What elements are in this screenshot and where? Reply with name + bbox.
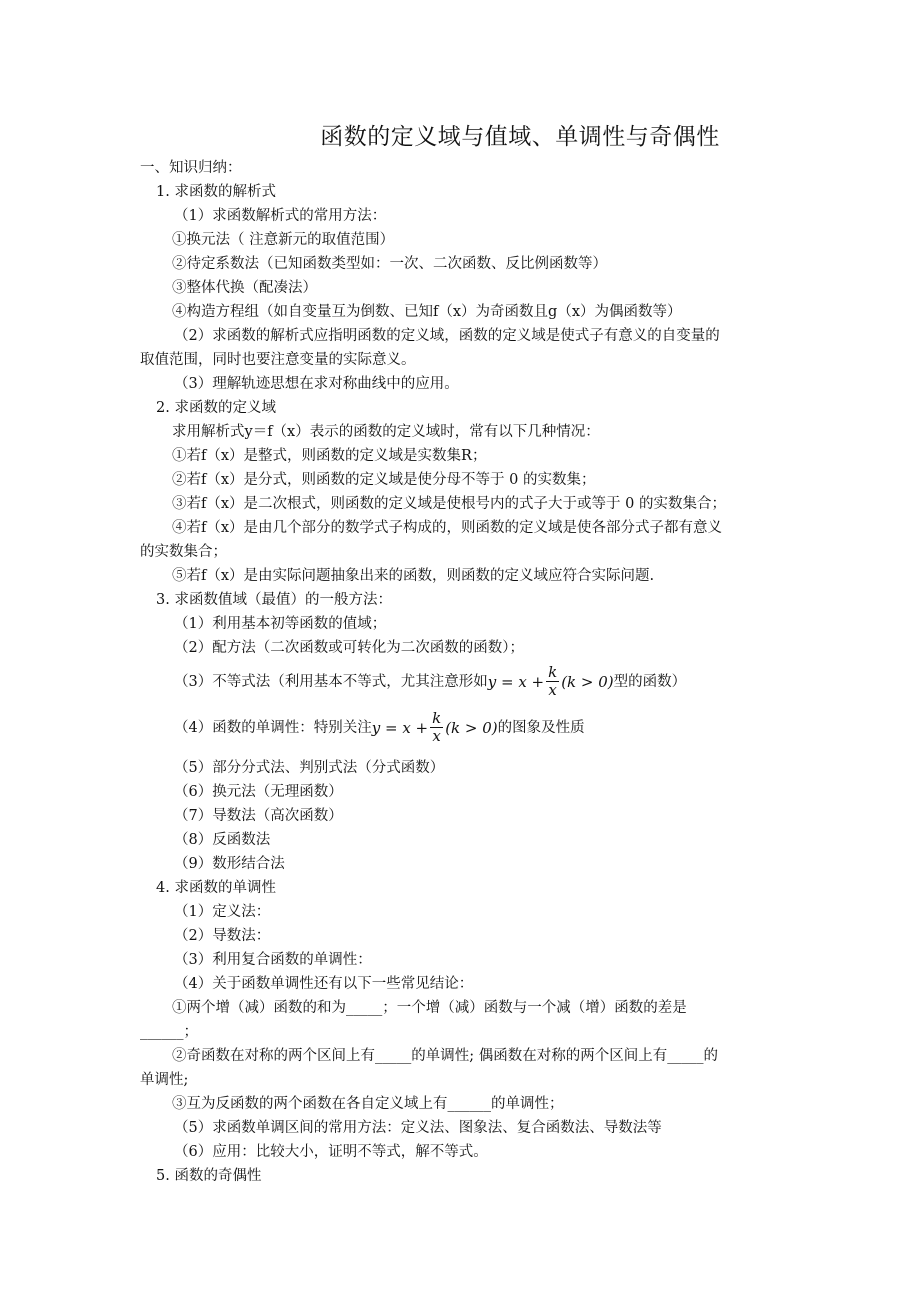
text-line: （6）换元法（无理函数）	[174, 784, 343, 800]
fraction-denominator: x	[548, 681, 557, 699]
formula-lhs: y = x +	[487, 672, 545, 691]
text-line: （1）求函数解析式的常用方法：	[174, 208, 387, 224]
text-line: （6）应用：比较大小，证明不等式，解不等式。	[174, 1144, 488, 1160]
text-line: （9）数形结合法	[174, 856, 285, 872]
page-title: 函数的定义域与值域、单调性与奇偶性	[320, 124, 720, 150]
text-line: 单调性;	[140, 1072, 189, 1088]
text-line: ②奇函数在对称的两个区间上有_____的单调性; 偶函数在对称的两个区间上有_____的	[172, 1048, 718, 1064]
fraction-k-over-x	[546, 664, 559, 699]
text-line: ②若f（x）是分式，则函数的定义域是使分母不等于 0 的实数集；	[172, 472, 596, 488]
formula-suffix: 型的函数）	[613, 673, 687, 690]
text-line: （1）定义法：	[174, 904, 271, 920]
text-line: 5. 函数的奇偶性	[156, 1168, 262, 1184]
formula-condition: (k > 0)	[561, 672, 614, 691]
fraction-numerator: k	[432, 709, 442, 727]
text-line: ①若f（x）是整式，则函数的定义域是实数集R；	[172, 448, 487, 464]
formula-condition: (k > 0)	[445, 718, 498, 737]
text-line: （3）理解轨迹思想在求对称曲线中的应用。	[174, 376, 459, 392]
text-line: （1）利用基本初等函数的值域；	[174, 616, 387, 632]
formula-line-monotonic	[174, 710, 585, 745]
text-line: ①换元法（ 注意新元的取值范围）	[172, 232, 395, 248]
text-line: （3）利用复合函数的单调性：	[174, 952, 372, 968]
formula-line-inequality	[174, 664, 686, 699]
formula-suffix: 的图象及性质	[497, 719, 585, 736]
text-line: （8）反函数法	[174, 832, 271, 848]
text-line: 的实数集合；	[140, 544, 227, 560]
text-line: ②待定系数法（已知函数类型如：一次、二次函数、反比例函数等）	[172, 256, 607, 272]
text-line: ______；	[140, 1024, 198, 1040]
text-line: 取值范围，同时也要注意变量的实际意义。	[140, 352, 416, 368]
text-line: ④若f（x）是由几个部分的数学式子构成的，则函数的定义域是使各部分式子都有意义	[172, 520, 723, 536]
text-line: 1. 求函数的解析式	[156, 184, 276, 200]
text-line: （2）配方法（二次函数或可转化为二次函数的函数）；	[174, 640, 524, 656]
text-line: 求用解析式y＝f（x）表示的函数的定义域时，常有以下几种情况：	[172, 424, 600, 440]
text-line: ①两个增（减）函数的和为_____；一个增（减）函数与一个减（增）函数的差是	[172, 1000, 687, 1016]
text-line: 3. 求函数值域（最值）的一般方法：	[156, 592, 392, 608]
text-line: （2）求函数的解析式应指明函数的定义域，函数的定义域是使式子有意义的自变量的	[174, 328, 720, 344]
text-line: （2）导数法：	[174, 928, 271, 944]
fraction-denominator: x	[432, 727, 441, 745]
text-line: （5）部分分式法、判别式法（分式函数）	[174, 760, 445, 776]
text-line: （7）导数法（高次函数）	[174, 808, 343, 824]
text-line: 2. 求函数的定义域	[156, 400, 276, 416]
text-line: （4）关于函数单调性还有以下一些常见结论：	[174, 976, 474, 992]
text-line: 4. 求函数的单调性	[156, 880, 276, 896]
text-line: 一、知识归纳：	[140, 160, 242, 176]
fraction-numerator: k	[548, 663, 558, 681]
text-line: ③整体代换（配凑法）	[172, 280, 317, 296]
fraction-k-over-x	[430, 710, 443, 745]
formula-lhs: y = x +	[371, 718, 429, 737]
text-line: ⑤若f（x）是由实际问题抽象出来的函数，则函数的定义域应符合实际问题.	[172, 568, 655, 584]
formula-prefix: （4）函数的单调性：特别关注	[174, 719, 372, 736]
text-line: （5）求函数单调区间的常用方法：定义法、图象法、复合函数法、导数法等	[174, 1120, 662, 1136]
text-line: ④构造方程组（如自变量互为倒数、已知f（x）为奇函数且g（x）为偶函数等）	[172, 304, 682, 320]
text-line: ③互为反函数的两个函数在各自定义域上有______的单调性；	[172, 1096, 564, 1112]
formula-prefix: （3）不等式法（利用基本不等式，尤其注意形如	[174, 673, 488, 690]
text-line: ③若f（x）是二次根式，则函数的定义域是使根号内的式子大于或等于 0 的实数集合；	[172, 496, 726, 512]
